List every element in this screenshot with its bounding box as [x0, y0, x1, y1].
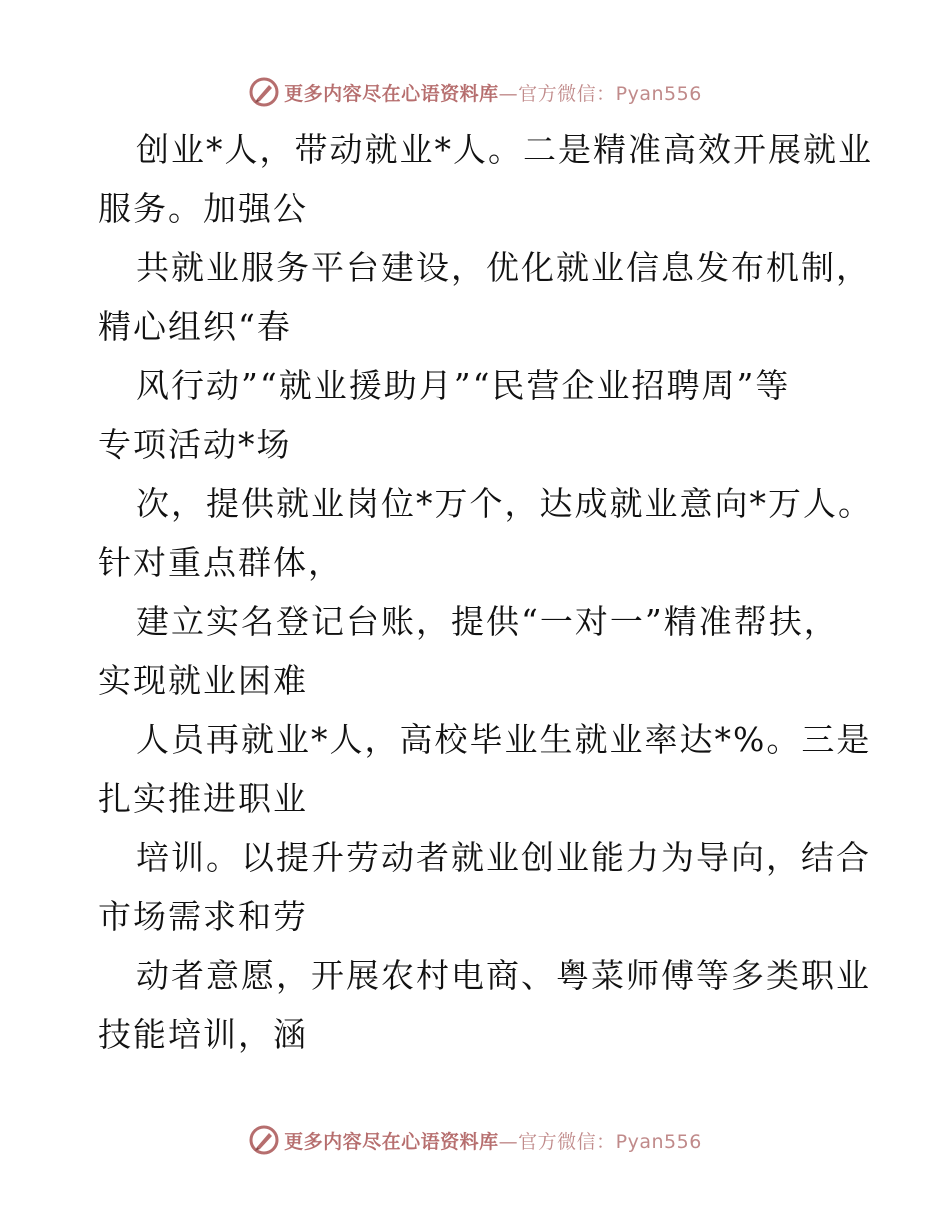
text-line: 服务。加强公: [98, 189, 308, 228]
text-line: 人员再就业*人，高校毕业生就业率达*%。三是: [136, 720, 872, 759]
text-line: 技能培训，涵: [98, 1015, 308, 1054]
text-line: 专项活动*场: [98, 425, 292, 464]
document-body: [98, 120, 873, 1064]
watermark-text: 更多内容尽在心语资料库—官方微信：Pyan556: [284, 82, 702, 105]
text-line: 培训。以提升劳动者就业创业能力为导向，结合: [136, 838, 871, 877]
header-watermark: [0, 72, 950, 112]
text-line: 扎实推进职业: [98, 779, 308, 818]
text-line: 次，提供就业岗位*万个，达成就业意向*万人。: [136, 484, 873, 523]
text-line: 建立实名登记台账，提供“一对一”精准帮扶，: [136, 602, 839, 641]
text-line: 动者意愿，开展农村电商、粤菜师傅等多类职业: [136, 956, 871, 995]
text-line: 市场需求和劳: [98, 897, 308, 936]
pen-logo-icon: [248, 1124, 280, 1156]
footer-watermark: [0, 1120, 950, 1160]
text-line: 创业*人，带动就业*人。二是精准高效开展就业: [136, 130, 873, 169]
text-line: 针对重点群体，: [98, 543, 343, 582]
watermark-text: 更多内容尽在心语资料库—官方微信：Pyan556: [284, 1130, 702, 1153]
text-line: 实现就业困难: [98, 661, 308, 700]
text-line: 风行动”“就业援助月”“民营企业招聘周”等: [136, 366, 791, 405]
pen-logo-icon: [248, 76, 280, 108]
text-line: 精心组织“春: [98, 307, 292, 346]
text-line: 共就业服务平台建设，优化就业信息发布机制，: [136, 248, 871, 287]
